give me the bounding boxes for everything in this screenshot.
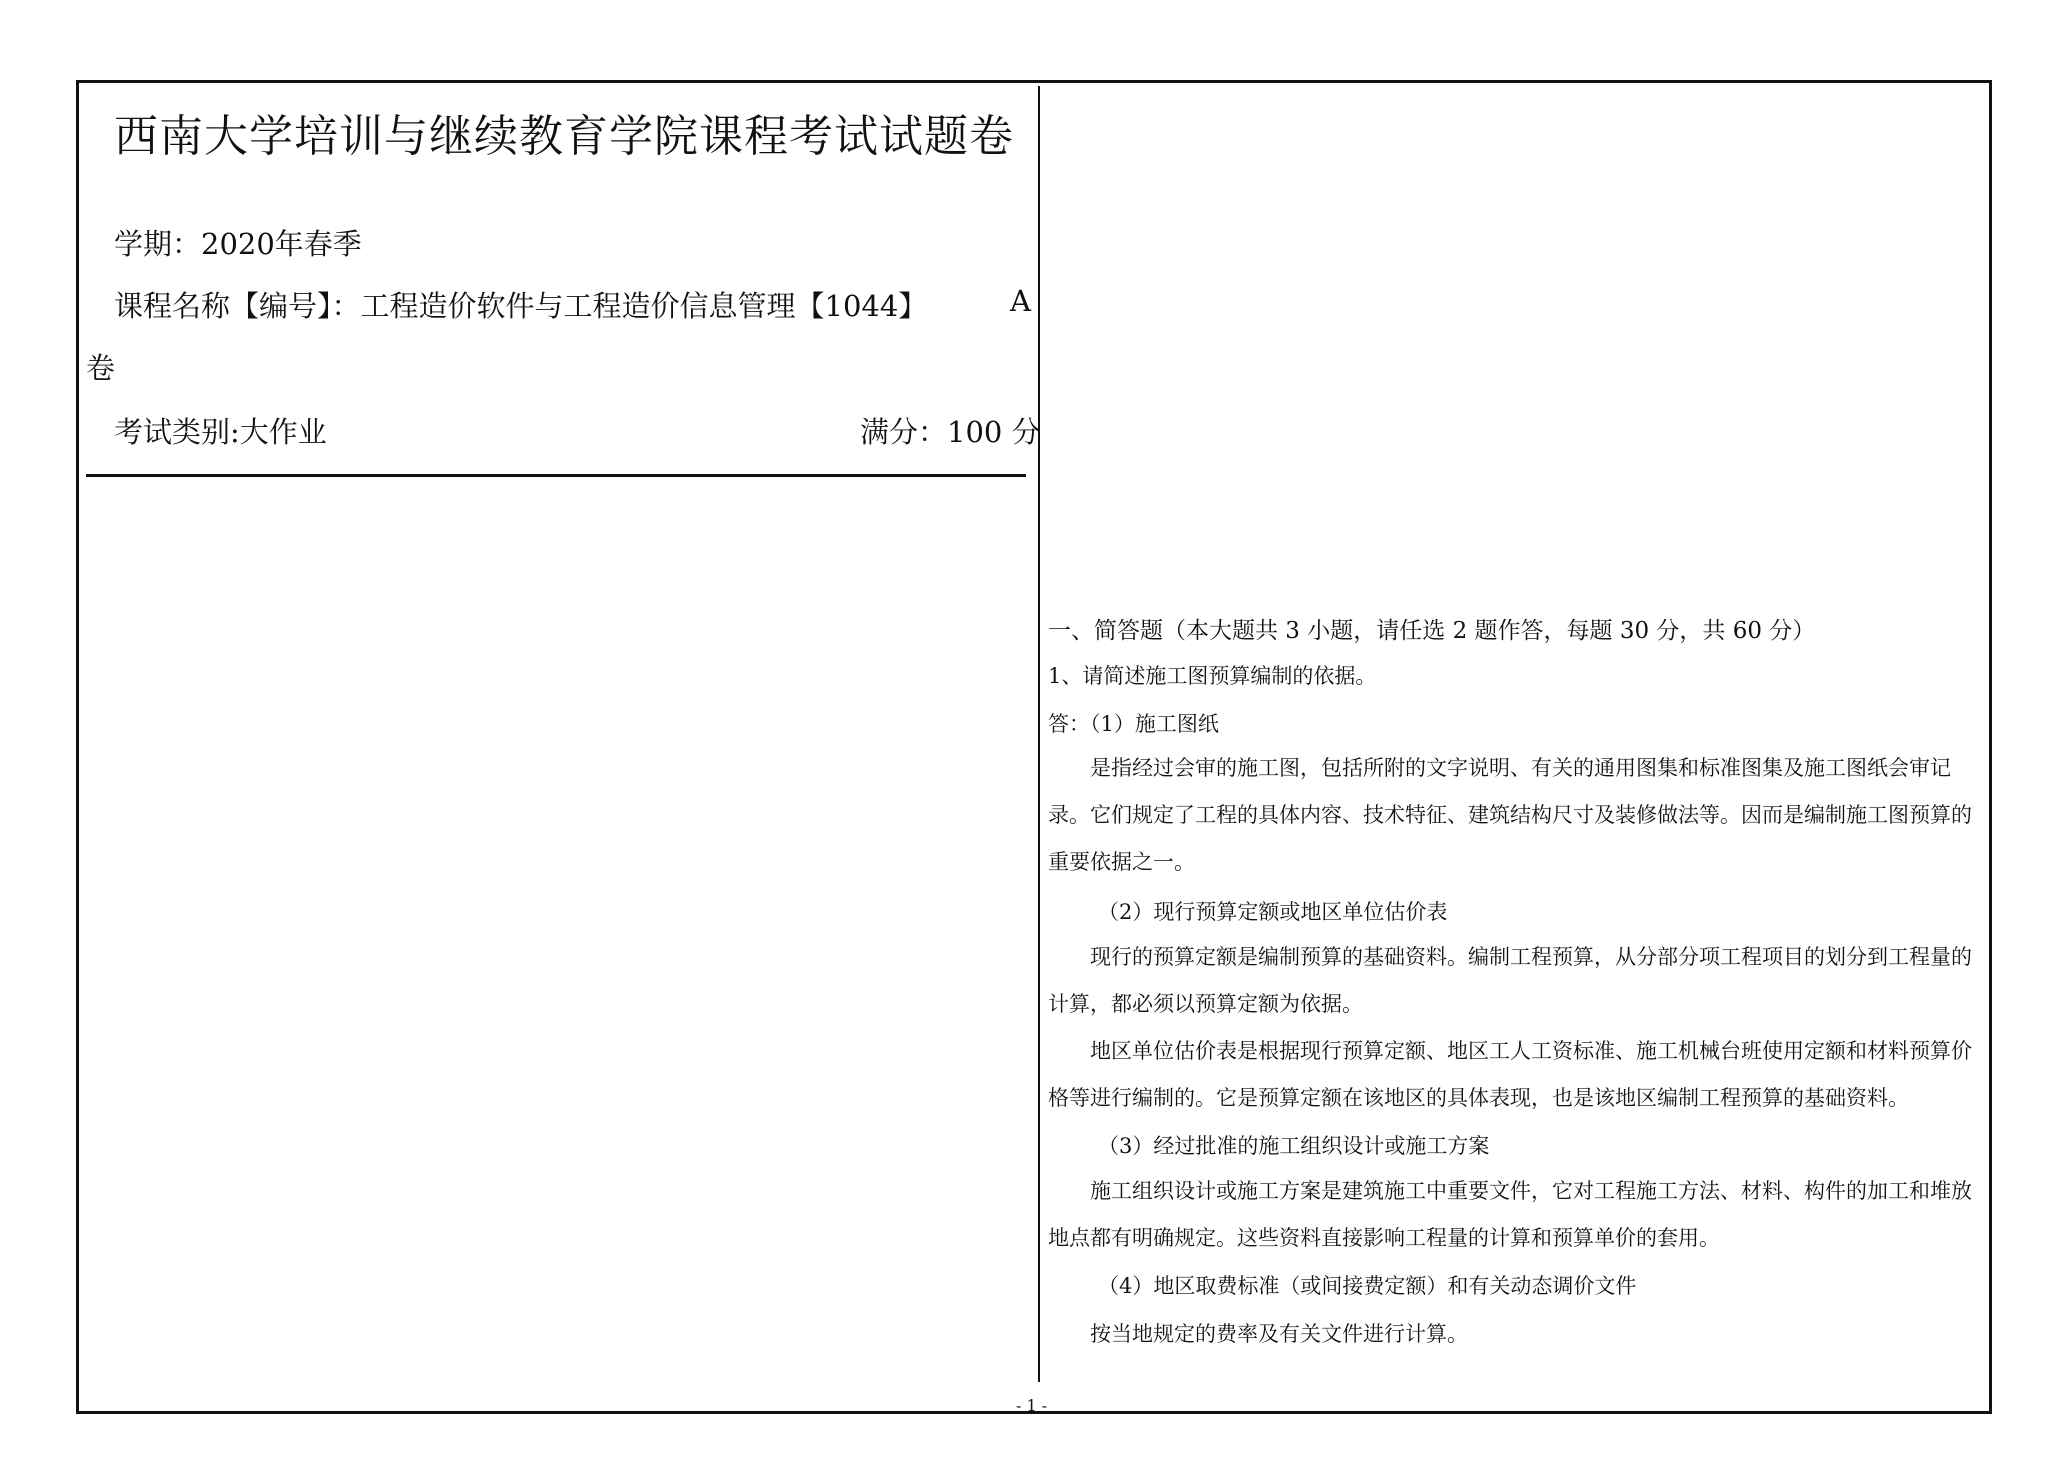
paper-type-suffix: 卷 (86, 351, 116, 385)
course-name: 课程名称【编号】：工程造价软件与工程造价信息管理【1044】 (114, 289, 928, 323)
paper-type-letter: A (1010, 284, 1031, 318)
question-1: 1、请简述施工图预算编制的依据。 (1048, 664, 1377, 688)
header-rule (86, 474, 1026, 477)
answer-item-3-heading: （3）经过批准的施工组织设计或施工方案 (1098, 1134, 1490, 1158)
exam-title: 西南大学培训与继续教育学院课程考试试题卷 (114, 111, 1014, 162)
answer-item-1-heading: 答：（1）施工图纸 (1048, 712, 1219, 736)
answer-item-2-text-2: 地区单位估价表是根据现行预算定额、地区工人工资标准、施工机械台班使用定额和材料预算价格等进行编制的。它是预算定额在该地区的具体表现，也是该地区编制工程预算的基础资料。 (1048, 1039, 1972, 1110)
column-divider (1038, 86, 1040, 1382)
section-heading: 一、简答题（本大题共 3 小题，请任选 2 题作答，每题 30 分，共 60 分） (1048, 618, 1816, 644)
answer-item-4-text: 按当地规定的费率及有关文件进行计算。 (1090, 1322, 1468, 1346)
answer-item-3-text: 施工组织设计或施工方案是建筑施工中重要文件，它对工程施工方法、材料、构件的加工和堆放地点都有明确规定。这些资料直接影响工程量的计算和预算单价的套用。 (1048, 1179, 1972, 1250)
page-number: - 1 - (1016, 1396, 1048, 1415)
answer-item-4-heading: （4）地区取费标准（或间接费定额）和有关动态调价文件 (1098, 1274, 1637, 1298)
term: 学期：2020年春季 (114, 227, 362, 261)
answer-item-2-heading: （2）现行预算定额或地区单位估价表 (1098, 900, 1448, 924)
answer-item-2-text-1: 现行的预算定额是编制预算的基础资料。编制工程预算，从分部分项工程项目的划分到工程量的计算，都必须以预算定额为依据。 (1048, 945, 1972, 1016)
exam-type: 考试类别:大作业 (114, 415, 327, 449)
full-score: 满分：100 分 (860, 415, 1041, 449)
answer-item-1-text: 是指经过会审的施工图，包括所附的文字说明、有关的通用图集和标准图集及施工图纸会审记录。它们规定了工程的具体内容、技术特征、建筑结构尺寸及装修做法等。因而是编制施工图预算的重要依据之一。 (1048, 756, 1972, 874)
